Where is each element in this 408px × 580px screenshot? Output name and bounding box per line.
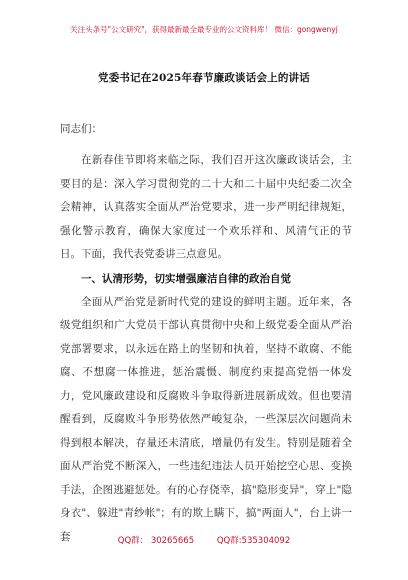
footer-qq-group-1: QQ群： 30265665 — [117, 536, 195, 546]
salutation: 同志们： — [60, 123, 102, 135]
document-body — [60, 118, 352, 549]
intro-paragraph: 在新春佳节即将来临之际，我们召开这次廉政谈话会，主要目的是：深入学习贯彻党的二十大和二十届中央纪委二次全会精神，认真落实全面从严治党要求，进一步严明纪律规矩，强化警示教育，确保大家度过一个欢乐祥和、风清气正的节日。下面，我代表党委讲三点意见。 — [60, 154, 352, 260]
section-heading-1: 一、认清形势，切实增强廉洁自律的政治自觉 — [81, 272, 291, 285]
section-1-paragraph: 全面从严治党是新时代党的建设的鲜明主题。近年来，各级党组织和广大党员干部认真贯彻中央和上级党委全面从严治党部署要求，以永远在路上的坚韧和执着，坚持不敢腐、不能腐、不想腐一体推进，惩治震慑、制度约束提高党悟一体发力，党风廉政建设和反腐败斗争取得新进展新成效。但也要清醒看到，反腐败斗争形势依然严峻复杂，一些深层次问题尚未得到根本解决，存量还未清底，增量仍有发生。特别是随着全面从严治党不断深入，一些违纪违法人员开始挖空心思、变换手法，企图逃避惩处。有的心存侥幸，搞"隐形变异"，穿上"隐身衣"、躲进"青纱帐"；有的欺上瞒下，搞"两面人"，台上讲一套 — [60, 295, 352, 543]
footer-contact — [0, 534, 408, 546]
document-title: 党委书记在2025年春节廉政谈话会上的讲话 — [98, 72, 310, 84]
header-note: 关注头条号"公文研究"，获得最新最全最专业的公文资料库！ 微信：gongwenyj — [70, 25, 338, 34]
footer-qq-group-2: QQ群:535304092 — [216, 536, 291, 546]
